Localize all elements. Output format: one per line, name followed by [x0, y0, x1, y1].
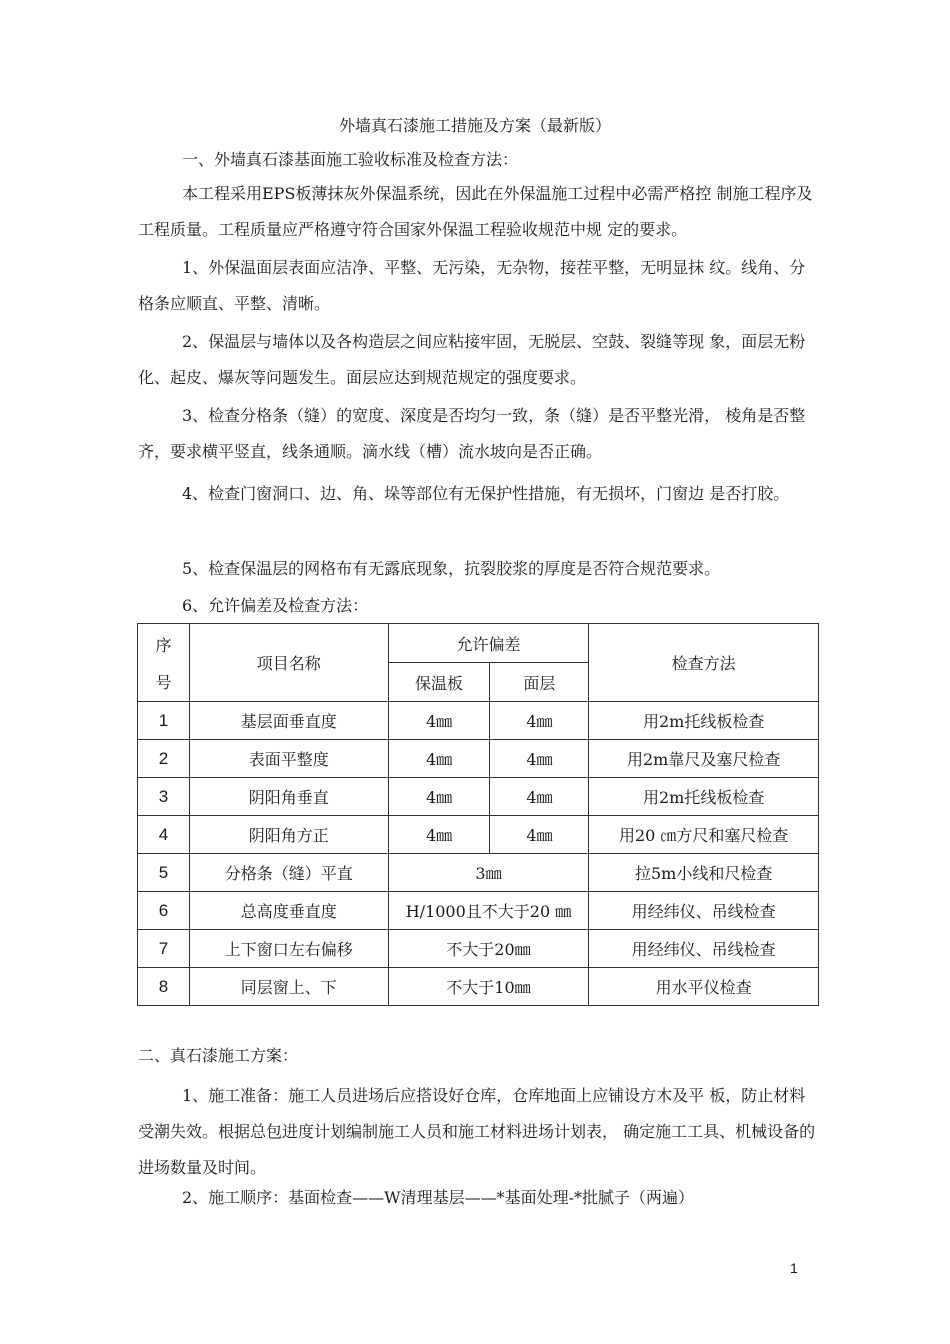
cell-method: 用2m靠尺及塞尺检查: [589, 740, 819, 778]
table-row: [138, 968, 819, 1006]
cell-board: 4㎜: [388, 740, 490, 778]
cell-surface: 4㎜: [490, 702, 589, 740]
header-item-name: 项目名称: [189, 624, 388, 702]
cell-no: 2: [138, 740, 190, 778]
section1-item-5: 5、检查保温层的网格布有无露底现象，抗裂胶浆的厚度是否符合规范要求。: [182, 559, 721, 578]
table-row: [138, 854, 819, 892]
section1-heading: 一、外墙真石漆基面施工验收标准及检查方法：: [182, 150, 519, 169]
table-row: [138, 740, 819, 778]
cell-name: 基层面垂直度: [189, 702, 388, 740]
section1-item-4: 4、检查门窗洞口、边、角、垛等部位有无保护性措施，有无损坏，门窗边 是否打胶。: [182, 484, 790, 503]
cell-board: 4㎜: [388, 816, 490, 854]
section1-item-6: 6、允许偏差及检查方法：: [182, 596, 369, 615]
cell-surface: 4㎜: [490, 816, 589, 854]
section1-item-2: 2、保温层与墙体以及各构造层之间应粘接牢固，无脱层、空鼓、裂缝等现 象，面层无粉化、起皮、爆灰等问题发生。面层应达到规范规定的强度要求。: [138, 332, 806, 387]
section2-item-2: 2、施工顺序：基面检查——W清理基层——*基面处理-*批腻子（两遍）: [182, 1188, 695, 1207]
cell-name: 阴阳角方正: [189, 816, 388, 854]
table-row: [138, 816, 819, 854]
cell-method: 用经纬仪、吊线检查: [589, 892, 819, 930]
cell-method: 拉5m小线和尺检查: [589, 854, 819, 892]
header-insulation-board: 保温板: [388, 663, 490, 702]
cell-no: 4: [138, 816, 190, 854]
header-seq: [138, 624, 190, 702]
header-method: 检查方法: [589, 624, 819, 702]
section2-item-1: 1、施工准备：施工人员进场后应搭设好仓库，仓库地面上应铺设方木及平 板，防止材料受潮失效。根据总包进度计划编制施工人员和施工材料进场计划表， 确定施工工具、机械设备的进场数量及时间。: [138, 1086, 816, 1177]
cell-method: 用2m托线板检查: [589, 702, 819, 740]
cell-method: 用经纬仪、吊线检查: [589, 930, 819, 968]
section1-item-1: 1、外保温面层表面应洁净、平整、无污染，无杂物，接茬平整，无明显抹 纹。线角、分格条应顺直、平整、清晰。: [138, 258, 806, 313]
cell-merged-tolerance: 3㎜: [388, 854, 589, 892]
document-title: 外墙真石漆施工措施及方案（最新版）: [338, 116, 611, 135]
table-row: [138, 930, 819, 968]
cell-no: 1: [138, 702, 190, 740]
cell-name: 表面平整度: [189, 740, 388, 778]
header-seq-line1: 序: [155, 635, 172, 655]
cell-name: 分格条（缝）平直: [189, 854, 388, 892]
cell-name: 同层窗上、下: [189, 968, 388, 1006]
header-tolerance: 允许偏差: [388, 624, 589, 663]
cell-method: 用20 ㎝方尺和塞尺检查: [589, 816, 819, 854]
cell-merged-tolerance: 不大于10㎜: [388, 968, 589, 1006]
cell-name: 上下窗口左右偏移: [189, 930, 388, 968]
tolerance-table: [137, 623, 819, 1006]
cell-board: 4㎜: [388, 778, 490, 816]
section1-intro: 本工程采用EPS板薄抹灰外保温系统，因此在外保温施工过程中必需严格控 制施工程序及工程质量。工程质量应严格遵守符合国家外保温工程验收规范中规 定的要求。: [138, 184, 813, 239]
cell-name: 总高度垂直度: [189, 892, 388, 930]
cell-surface: 4㎜: [490, 740, 589, 778]
cell-no: 3: [138, 778, 190, 816]
table-row: [138, 892, 819, 930]
cell-no: 6: [138, 892, 190, 930]
table-row: [138, 778, 819, 816]
page-number: 1: [790, 1260, 798, 1276]
cell-no: 8: [138, 968, 190, 1006]
cell-merged-tolerance: H/1000且不大于20 ㎜: [388, 892, 589, 930]
cell-no: 5: [138, 854, 190, 892]
cell-board: 4㎜: [388, 702, 490, 740]
section2-heading: 二、真石漆施工方案：: [138, 1046, 299, 1065]
header-surface-layer: 面层: [490, 663, 589, 702]
table-row: [138, 702, 819, 740]
cell-surface: 4㎜: [490, 778, 589, 816]
cell-method: 用2m托线板检查: [589, 778, 819, 816]
header-seq-line2: 号: [155, 672, 172, 692]
cell-method: 用水平仪检查: [589, 968, 819, 1006]
section1-item-3: 3、检查分格条（缝）的宽度、深度是否均匀一致，条（缝）是否平整光滑， 棱角是否整齐，要求横平竖直，线条通顺。滴水线（槽）流水坡向是否正确。: [138, 406, 806, 461]
cell-no: 7: [138, 930, 190, 968]
cell-merged-tolerance: 不大于20㎜: [388, 930, 589, 968]
cell-name: 阴阳角垂直: [189, 778, 388, 816]
